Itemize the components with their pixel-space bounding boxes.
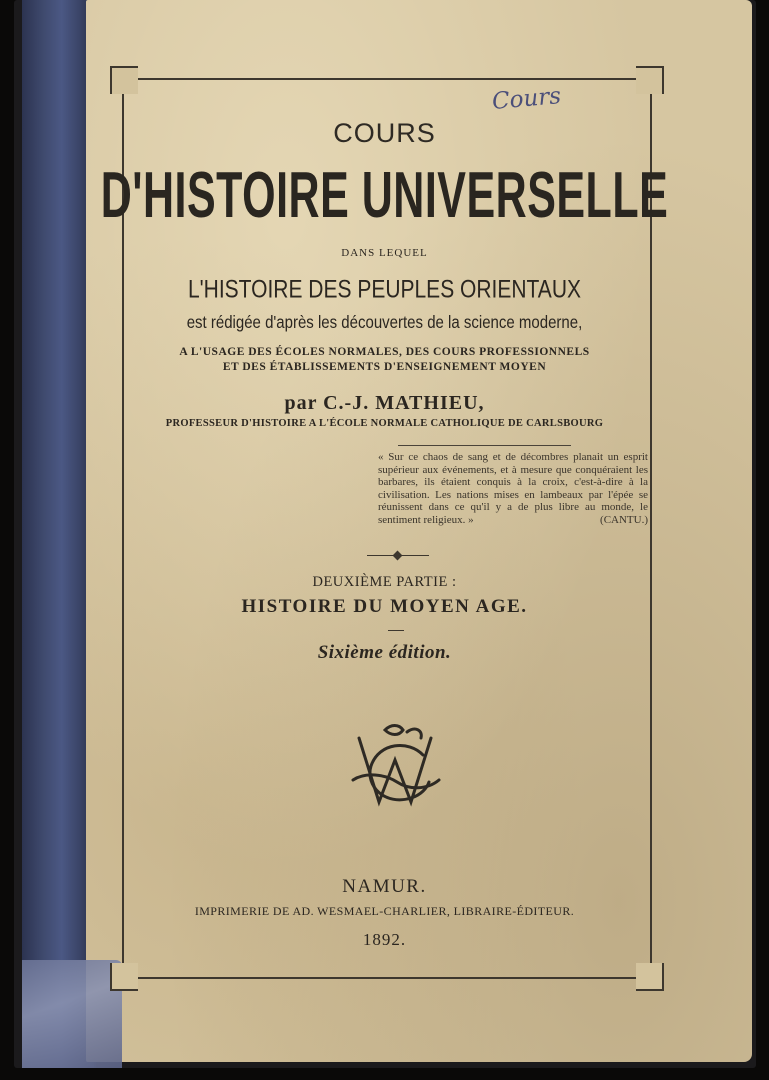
handwritten-note: Cours	[490, 83, 563, 115]
publisher-name: IMPRIMERIE DE AD. WESMAEL-CHARLIER, LIBRAIRE-ÉDITEUR.	[194, 904, 575, 918]
short-divider	[388, 630, 404, 631]
frame-corner-top-right	[636, 66, 664, 94]
subtitle-peuples: L'HISTOIRE DES PEUPLES ORIENTAUX	[187, 276, 581, 304]
title-histoire-universelle: D'HISTOIRE UNIVERSELLE	[100, 160, 669, 232]
author: par C.-J. MATHIEU,	[284, 392, 485, 414]
quote-rule	[398, 445, 571, 446]
epigraph	[378, 451, 648, 527]
usage-line-1: A L'USAGE DES ÉCOLES NORMALES, DES COURS PROFESSIONNELS	[179, 346, 590, 358]
edition: Sixième édition.	[317, 642, 452, 663]
part-label: DEUXIÈME PARTIE :	[312, 574, 457, 590]
frame-corner-bottom-left	[110, 963, 138, 991]
publisher-city: NAMUR.	[342, 876, 427, 897]
part-title: HISTOIRE DU MOYEN AGE.	[241, 596, 528, 617]
epigraph-text: « Sur ce chaos de sang et de décombres planait un esprit supérieur aux événements, et à mesure que conquéraient les barbares, ils étaient conquis à la croix, c'est-à-dire à la civilisation. Les nations mises en lambeaux par l'épée se réunissent dans ce qu'il y a de plus libre au monde, le sentiment religieux. »	[378, 451, 648, 526]
publisher-monogram-icon	[345, 720, 445, 820]
frame-corner-bottom-right	[636, 963, 664, 991]
spine-corner	[22, 960, 122, 1068]
usage-line-2: ET DES ÉTABLISSEMENTS D'ENSEIGNEMENT MOYEN	[222, 361, 547, 373]
epigraph-source: (CANTU.)	[600, 513, 648, 526]
subtitle-redigee: est rédigée d'après les découvertes de la science moderne,	[186, 313, 583, 333]
frame-corner-top-left	[110, 66, 138, 94]
author-title: PROFESSEUR D'HISTOIRE A L'ÉCOLE NORMALE CATHOLIQUE DE CARLSBOURG	[165, 418, 604, 429]
publication-year: 1892.	[362, 930, 407, 949]
subtitle-dans-lequel: DANS LEQUEL	[341, 247, 428, 259]
title-cours: COURS	[333, 118, 436, 148]
